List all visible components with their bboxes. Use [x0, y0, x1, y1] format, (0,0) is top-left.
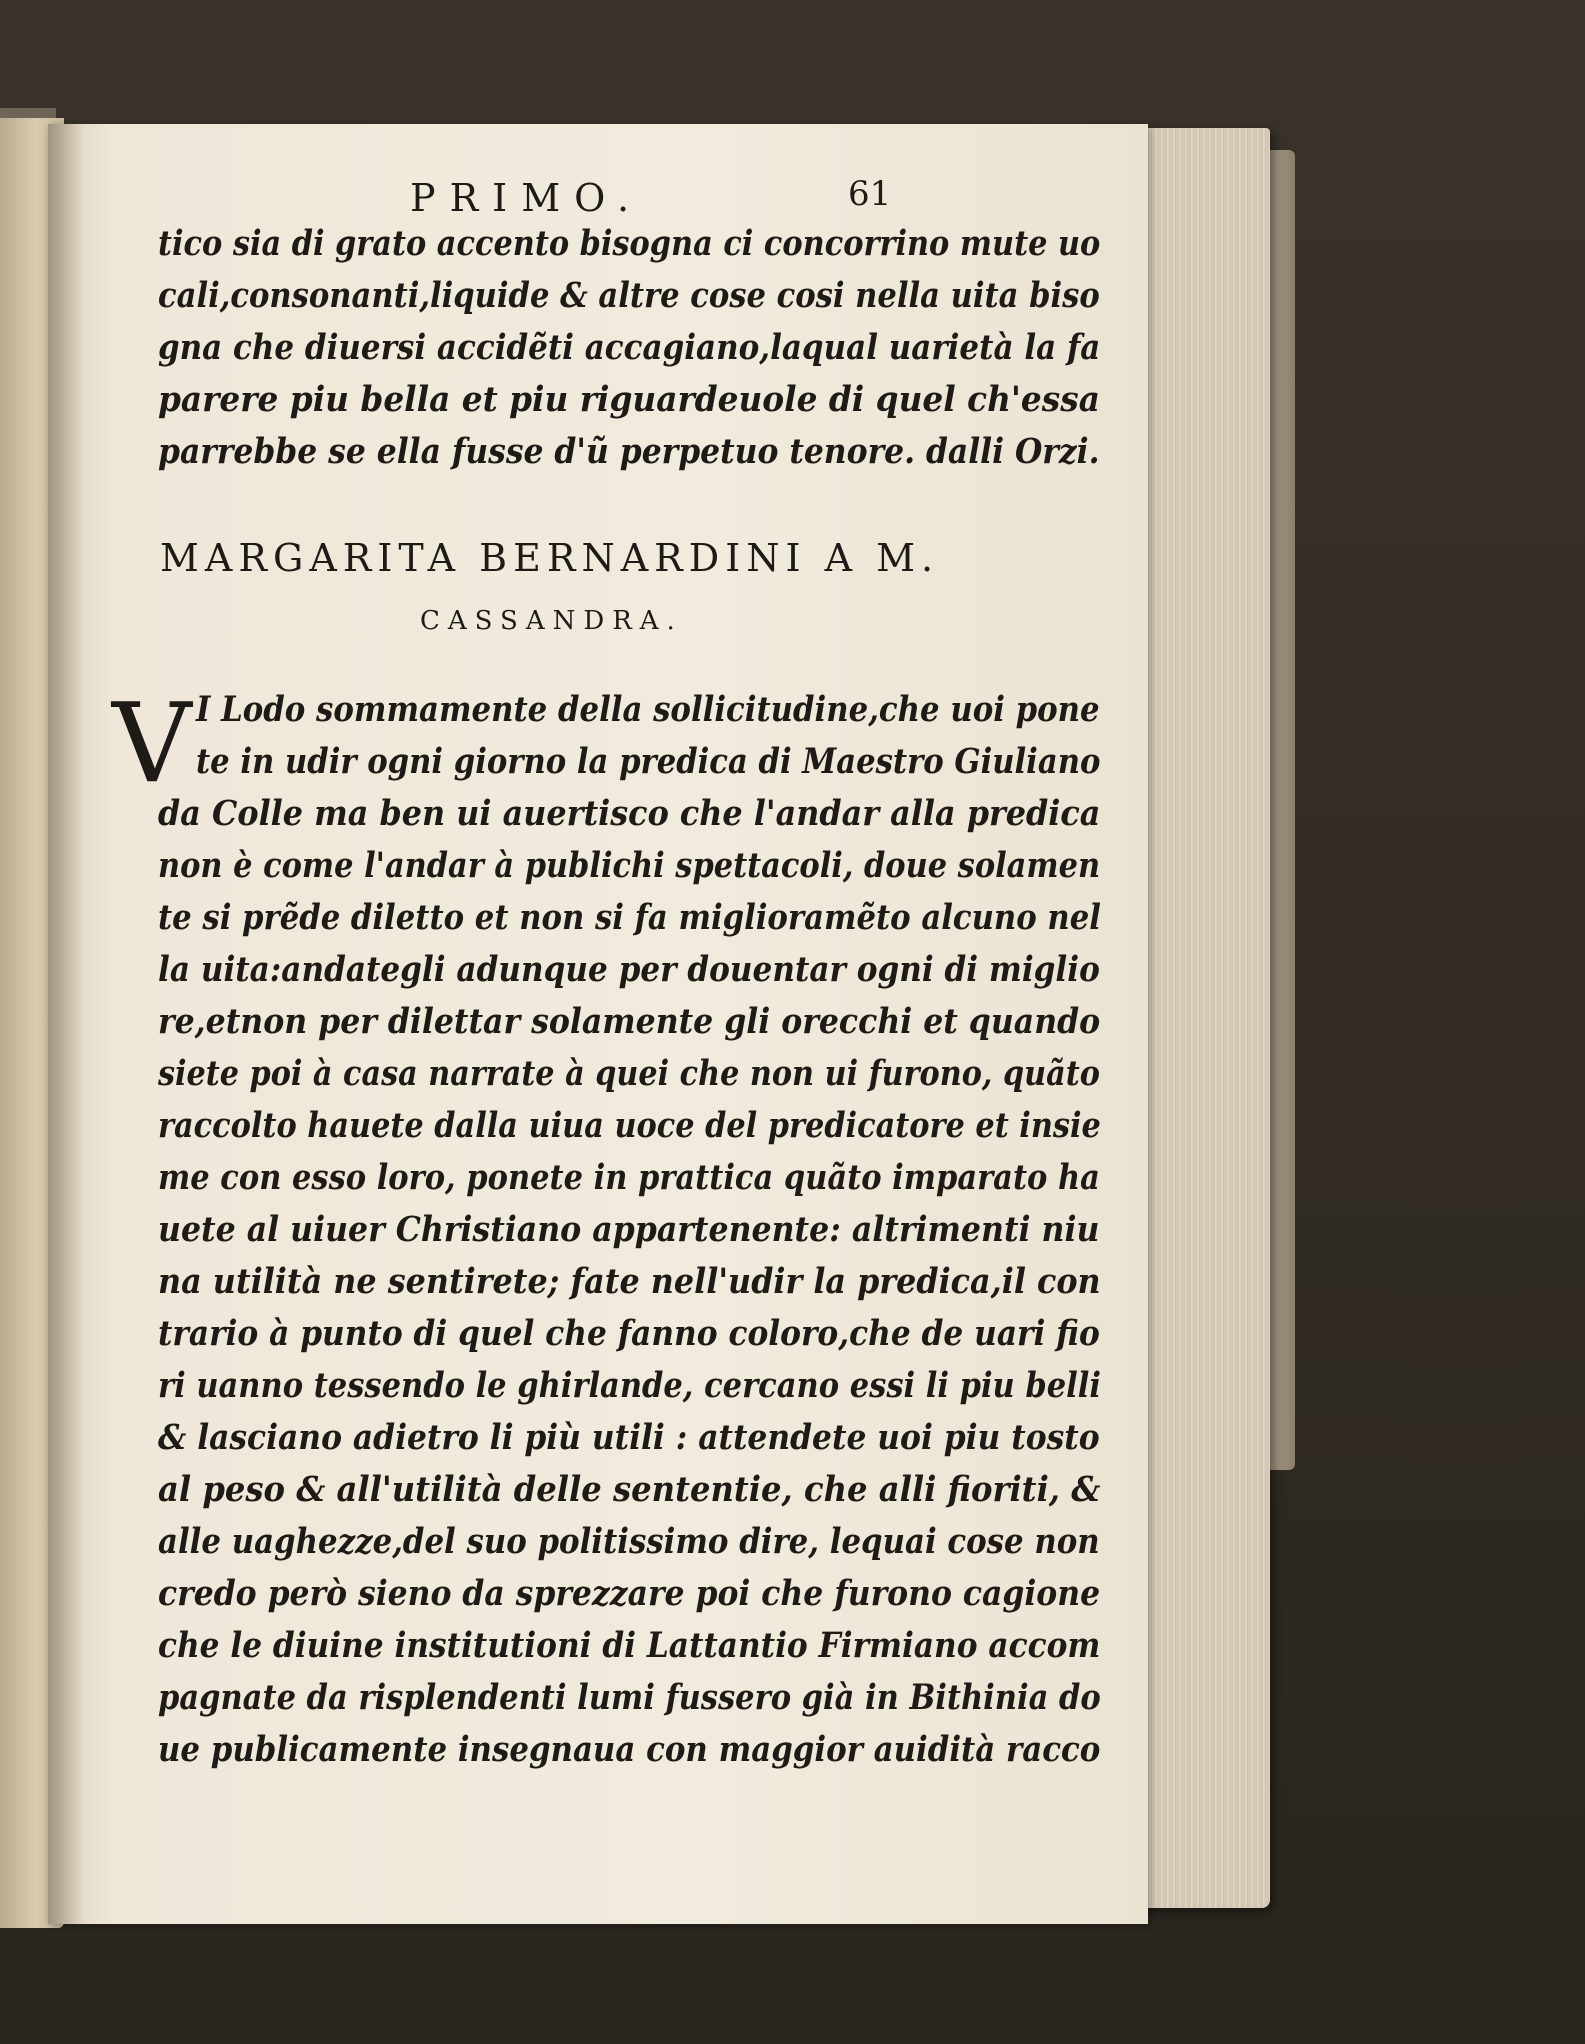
- text-line: che le diuine institutioni di Lattantio Firmiano accom: [158, 1626, 1101, 1666]
- text-line: gna che diuersi accidẽti accagiano,laqual uarietà la fa: [158, 328, 1101, 368]
- text-line: te si prẽde diletto et non si fa miglioramẽto alcuno nel: [158, 898, 1101, 938]
- text-line: pagnate da risplendenti lumi fussero già in Bithinia do: [158, 1678, 1101, 1718]
- letter-recipient: CASSANDRA.: [420, 606, 683, 636]
- text-line: non è come l'andar à publichi spettacoli, doue solamen: [158, 846, 1101, 886]
- page-number: 61: [848, 174, 892, 214]
- text-line: trario à punto di quel che fanno coloro,che de uari fio: [158, 1314, 1100, 1354]
- text-line: siete poi à casa narrate à quei che non ui furono, quãto: [158, 1054, 1100, 1094]
- text-line: parrebbe se ella fusse d'ũ perpetuo tenore. dalli Orzi.: [158, 432, 1100, 472]
- text-line: na utilità ne sentirete; fate nell'udir la predica,il con: [158, 1262, 1101, 1302]
- text-line: da Colle ma ben ui auertisco che l'andar alla predica: [158, 794, 1101, 834]
- text-line: al peso & all'utilità delle sententie, che alli fioriti, &: [158, 1470, 1101, 1510]
- text-line: cali,consonanti,liquide & altre cose cosi nella uita biso: [158, 276, 1100, 316]
- text-line: I Lodo sommamente della sollicitudine,che uoi pone: [196, 690, 1100, 730]
- text-line: uete al uiuer Christiano appartenente: altrimenti niu: [158, 1210, 1100, 1250]
- text-line: ri uanno tessendo le ghirlande, cercano essi li piu belli: [158, 1366, 1101, 1406]
- running-head: PRIMO.: [410, 176, 644, 220]
- letter-heading: MARGARITA BERNARDINI A M.: [160, 536, 940, 580]
- text-line: raccolto hauete dalla uiua uoce del predicatore et insie: [158, 1106, 1101, 1146]
- gutter-shadow: [48, 124, 84, 1924]
- page-stack-edges: [1140, 128, 1270, 1908]
- text-line: re,etnon per dilettar solamente gli orecchi et quando: [158, 1002, 1101, 1042]
- text-line: te in udir ogni giorno la predica di Maestro Giuliano: [196, 742, 1101, 782]
- text-line: alle uaghezze,del suo politissimo dire, lequai cose non: [158, 1522, 1100, 1562]
- text-line: ue publicamente insegnaua con maggior auidità racco: [158, 1730, 1101, 1770]
- text-line: tico sia di grato accento bisogna ci concorrino mute uo: [158, 224, 1101, 264]
- text-line: parere piu bella et piu riguardeuole di quel ch'essa: [158, 380, 1100, 420]
- text-line: la uita:andategli adunque per douentar ogni di miglio: [158, 950, 1100, 990]
- text-line: & lasciano adietro li più utili : attendete uoi piu tosto: [158, 1418, 1100, 1458]
- text-line: me con esso loro, ponete in prattica quãto imparato ha: [158, 1158, 1100, 1198]
- drop-cap: V: [112, 679, 192, 807]
- text-line: credo però sieno da sprezzare poi che furono cagione: [158, 1574, 1101, 1614]
